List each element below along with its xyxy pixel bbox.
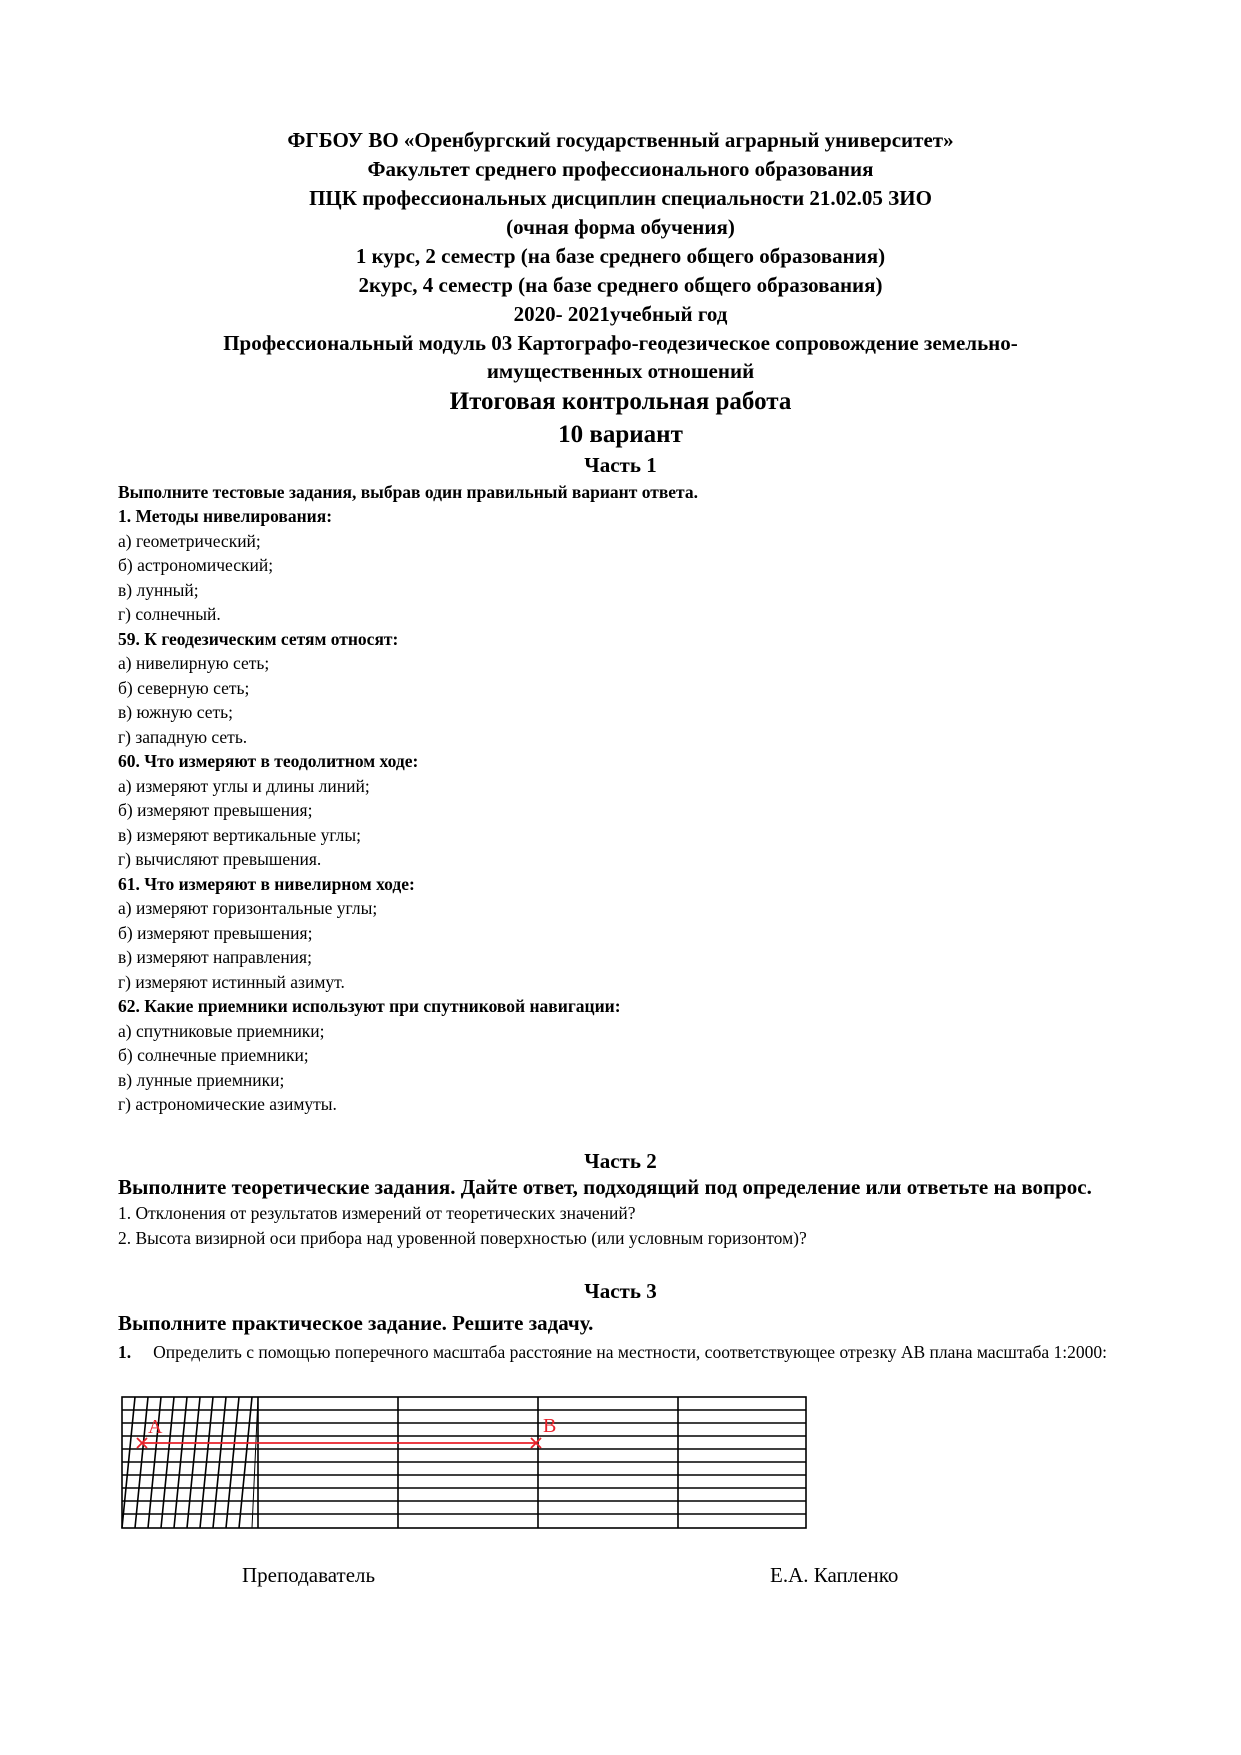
question-block xyxy=(118,504,1178,627)
answer-option: г) астрономические азимуты. xyxy=(118,1094,337,1114)
answer-option: а) нивелирную сеть; xyxy=(118,653,270,673)
question-title: 59. К геодезическим сетям относят: xyxy=(118,628,399,649)
question-title: 61. Что измеряют в нивелирном ходе: xyxy=(118,873,415,894)
task-number: 1. xyxy=(118,1342,132,1362)
answer-option: б) северную сеть; xyxy=(118,677,250,698)
task-text: Определить с помощью поперечного масштаба расстояние на местности, соответствующее отрезку АВ плана масштаба 1:2000: xyxy=(153,1342,1108,1362)
header-course-1: 1 курс, 2 семестр (на базе среднего общего образования) xyxy=(355,244,886,268)
variant-label: 10 вариант xyxy=(558,421,683,448)
answer-option: в) измеряют вертикальные углы; xyxy=(118,824,361,845)
part1-heading: Часть 1 xyxy=(584,453,657,477)
question-title: 62. Какие приемники используют при спутниковой навигации: xyxy=(118,996,621,1016)
header-module-line-2: имущественных отношений xyxy=(486,359,755,383)
header-course-2: 2курс, 4 семестр (на базе среднего общего образования) xyxy=(358,273,883,297)
part2-heading: Часть 2 xyxy=(584,1149,657,1173)
answer-option: а) измеряют горизонтальные углы; xyxy=(118,898,378,918)
signature-role: Преподаватель xyxy=(242,1563,376,1587)
part1-section xyxy=(118,480,1178,1117)
header-faculty: Факультет среднего профессионального образования xyxy=(367,157,874,181)
question-block xyxy=(118,627,1178,750)
question-title: 60. Что измеряют в теодолитном ходе: xyxy=(118,751,419,771)
header-module-line-1: Профессиональный модуль 03 Картографо-геодезическое сопровождение земельно- xyxy=(223,331,1018,355)
answer-option: а) спутниковые приемники; xyxy=(118,1020,325,1041)
practical-task xyxy=(118,1341,1178,1363)
transversal-scale-figure xyxy=(118,1393,814,1533)
answer-option: а) геометрический; xyxy=(118,530,261,551)
answer-option: в) измеряют направления; xyxy=(118,947,312,967)
answer-option: б) астрономический; xyxy=(118,555,274,575)
part3-heading: Часть 3 xyxy=(584,1279,657,1303)
question-block xyxy=(118,749,1178,872)
answer-option: г) вычисляют превышения. xyxy=(118,849,322,869)
point-a-label: A xyxy=(148,1416,163,1438)
answer-option: в) лунный; xyxy=(118,579,199,600)
point-b-label: B xyxy=(543,1415,557,1437)
segment-ab xyxy=(137,1438,541,1448)
scale-grid xyxy=(122,1397,806,1528)
part2-section xyxy=(118,1174,1178,1250)
part3-instruction: Выполните практическое задание. Решите задачу. xyxy=(118,1311,594,1335)
answer-option: б) солнечные приемники; xyxy=(118,1045,309,1065)
header-year: 2020- 2021учебный год xyxy=(513,302,728,326)
part3-section xyxy=(118,1310,1178,1363)
answer-option: в) лунные приемники; xyxy=(118,1069,285,1090)
header-department: ПЦК профессиональных дисциплин специальности 21.02.05 ЗИО xyxy=(309,186,932,210)
question-title: 1. Методы нивелирования: xyxy=(118,506,333,526)
theory-question: 1. Отклонения от результатов измерений от теоретических значений? xyxy=(118,1203,636,1223)
question-block xyxy=(118,872,1178,995)
answer-option: а) измеряют углы и длины линий; xyxy=(118,775,370,796)
answer-option: б) измеряют превышения; xyxy=(118,922,313,943)
signature-name: Е.А. Капленко xyxy=(770,1563,899,1587)
document-title: Итоговая контрольная работа xyxy=(449,388,792,415)
answer-option: г) солнечный. xyxy=(118,604,221,624)
answer-option: г) измеряют истинный азимут. xyxy=(118,971,345,992)
header-study-form: (очная форма обучения) xyxy=(506,215,735,239)
answer-option: в) южную сеть; xyxy=(118,702,233,722)
answer-option: б) измеряют превышения; xyxy=(118,800,313,820)
header-university: ФГБОУ ВО «Оренбургский государственный аграрный университет» xyxy=(287,128,954,152)
part2-instruction: Выполните теоретические задания. Дайте ответ, подходящий под определение или ответьте на вопрос. xyxy=(118,1175,1092,1199)
answer-option: г) западную сеть. xyxy=(118,726,248,747)
question-block xyxy=(118,994,1178,1117)
part1-instruction: Выполните тестовые задания, выбрав один правильный вариант ответа. xyxy=(118,482,698,502)
theory-question: 2. Высота визирной оси прибора над уровенной поверхностью (или условным горизонтом)? xyxy=(118,1227,807,1248)
